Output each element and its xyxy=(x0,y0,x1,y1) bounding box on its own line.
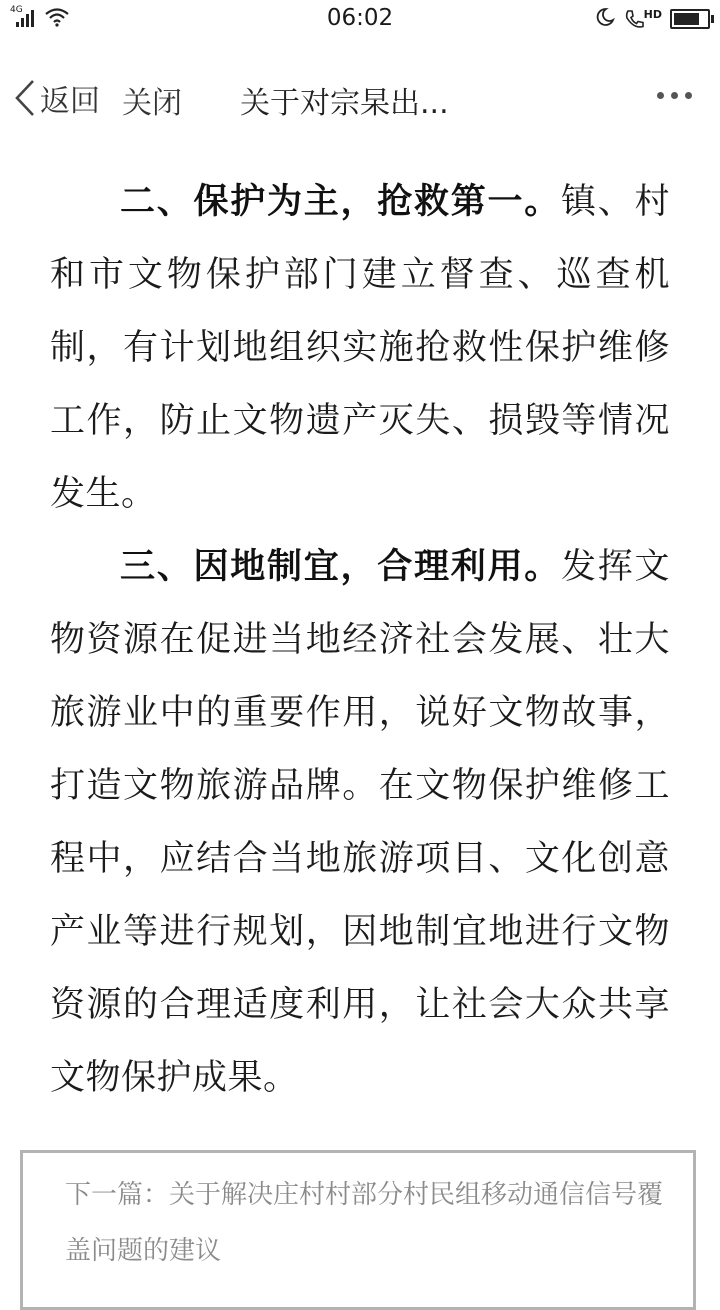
moon-icon xyxy=(594,6,616,32)
hd-label: HD xyxy=(643,7,662,21)
status-right xyxy=(594,6,710,32)
article-body xyxy=(50,166,670,1115)
close-button[interactable]: 关闭 xyxy=(122,86,182,121)
next-article-text xyxy=(65,1167,665,1279)
article-paragraph xyxy=(50,531,670,1115)
page-title: 关于对宗杲出... xyxy=(240,86,449,121)
back-label: 返回 xyxy=(40,84,100,119)
next-article-link[interactable] xyxy=(20,1150,696,1310)
paragraph-text: 发挥文物资源在促进当地经济社会发展、壮大旅游业中的重要作用，说好文物故事，打造文物旅游品牌。在文物保护维修工程中，应结合当地旅游项目、文化创意产业等进行规划，因地制宜地进行文物资源的合理适度利用，让社会大众共享文物保护成果。 xyxy=(50,547,670,1098)
more-dots-icon[interactable] xyxy=(657,92,692,99)
status-time: 06:02 xyxy=(326,5,394,31)
hd-call-icon xyxy=(624,8,662,30)
nav-bar xyxy=(0,58,720,138)
paragraph-heading: 二、保护为主，抢救第一。 xyxy=(120,182,561,222)
battery-level xyxy=(674,13,699,25)
paragraph-text: 镇、村和市文物保护部门建立督查、巡查机制，有计划地组织实施抢救性保护维修工作，防止文物遗产灭失、损毁等情况发生。 xyxy=(50,182,670,514)
battery-icon xyxy=(670,9,710,29)
article-paragraph xyxy=(50,166,670,531)
status-bar xyxy=(0,0,720,40)
paragraph-heading: 三、因地制宜，合理利用。 xyxy=(120,547,561,587)
network-type: 4G xyxy=(10,5,23,15)
next-article-prefix: 下一篇： xyxy=(65,1180,170,1210)
chevron-left-icon xyxy=(14,79,36,117)
back-button[interactable] xyxy=(14,76,100,120)
next-article-title: 关于解决庄村村部分村民组移动通信信号覆盖问题的建议 xyxy=(65,1180,664,1266)
